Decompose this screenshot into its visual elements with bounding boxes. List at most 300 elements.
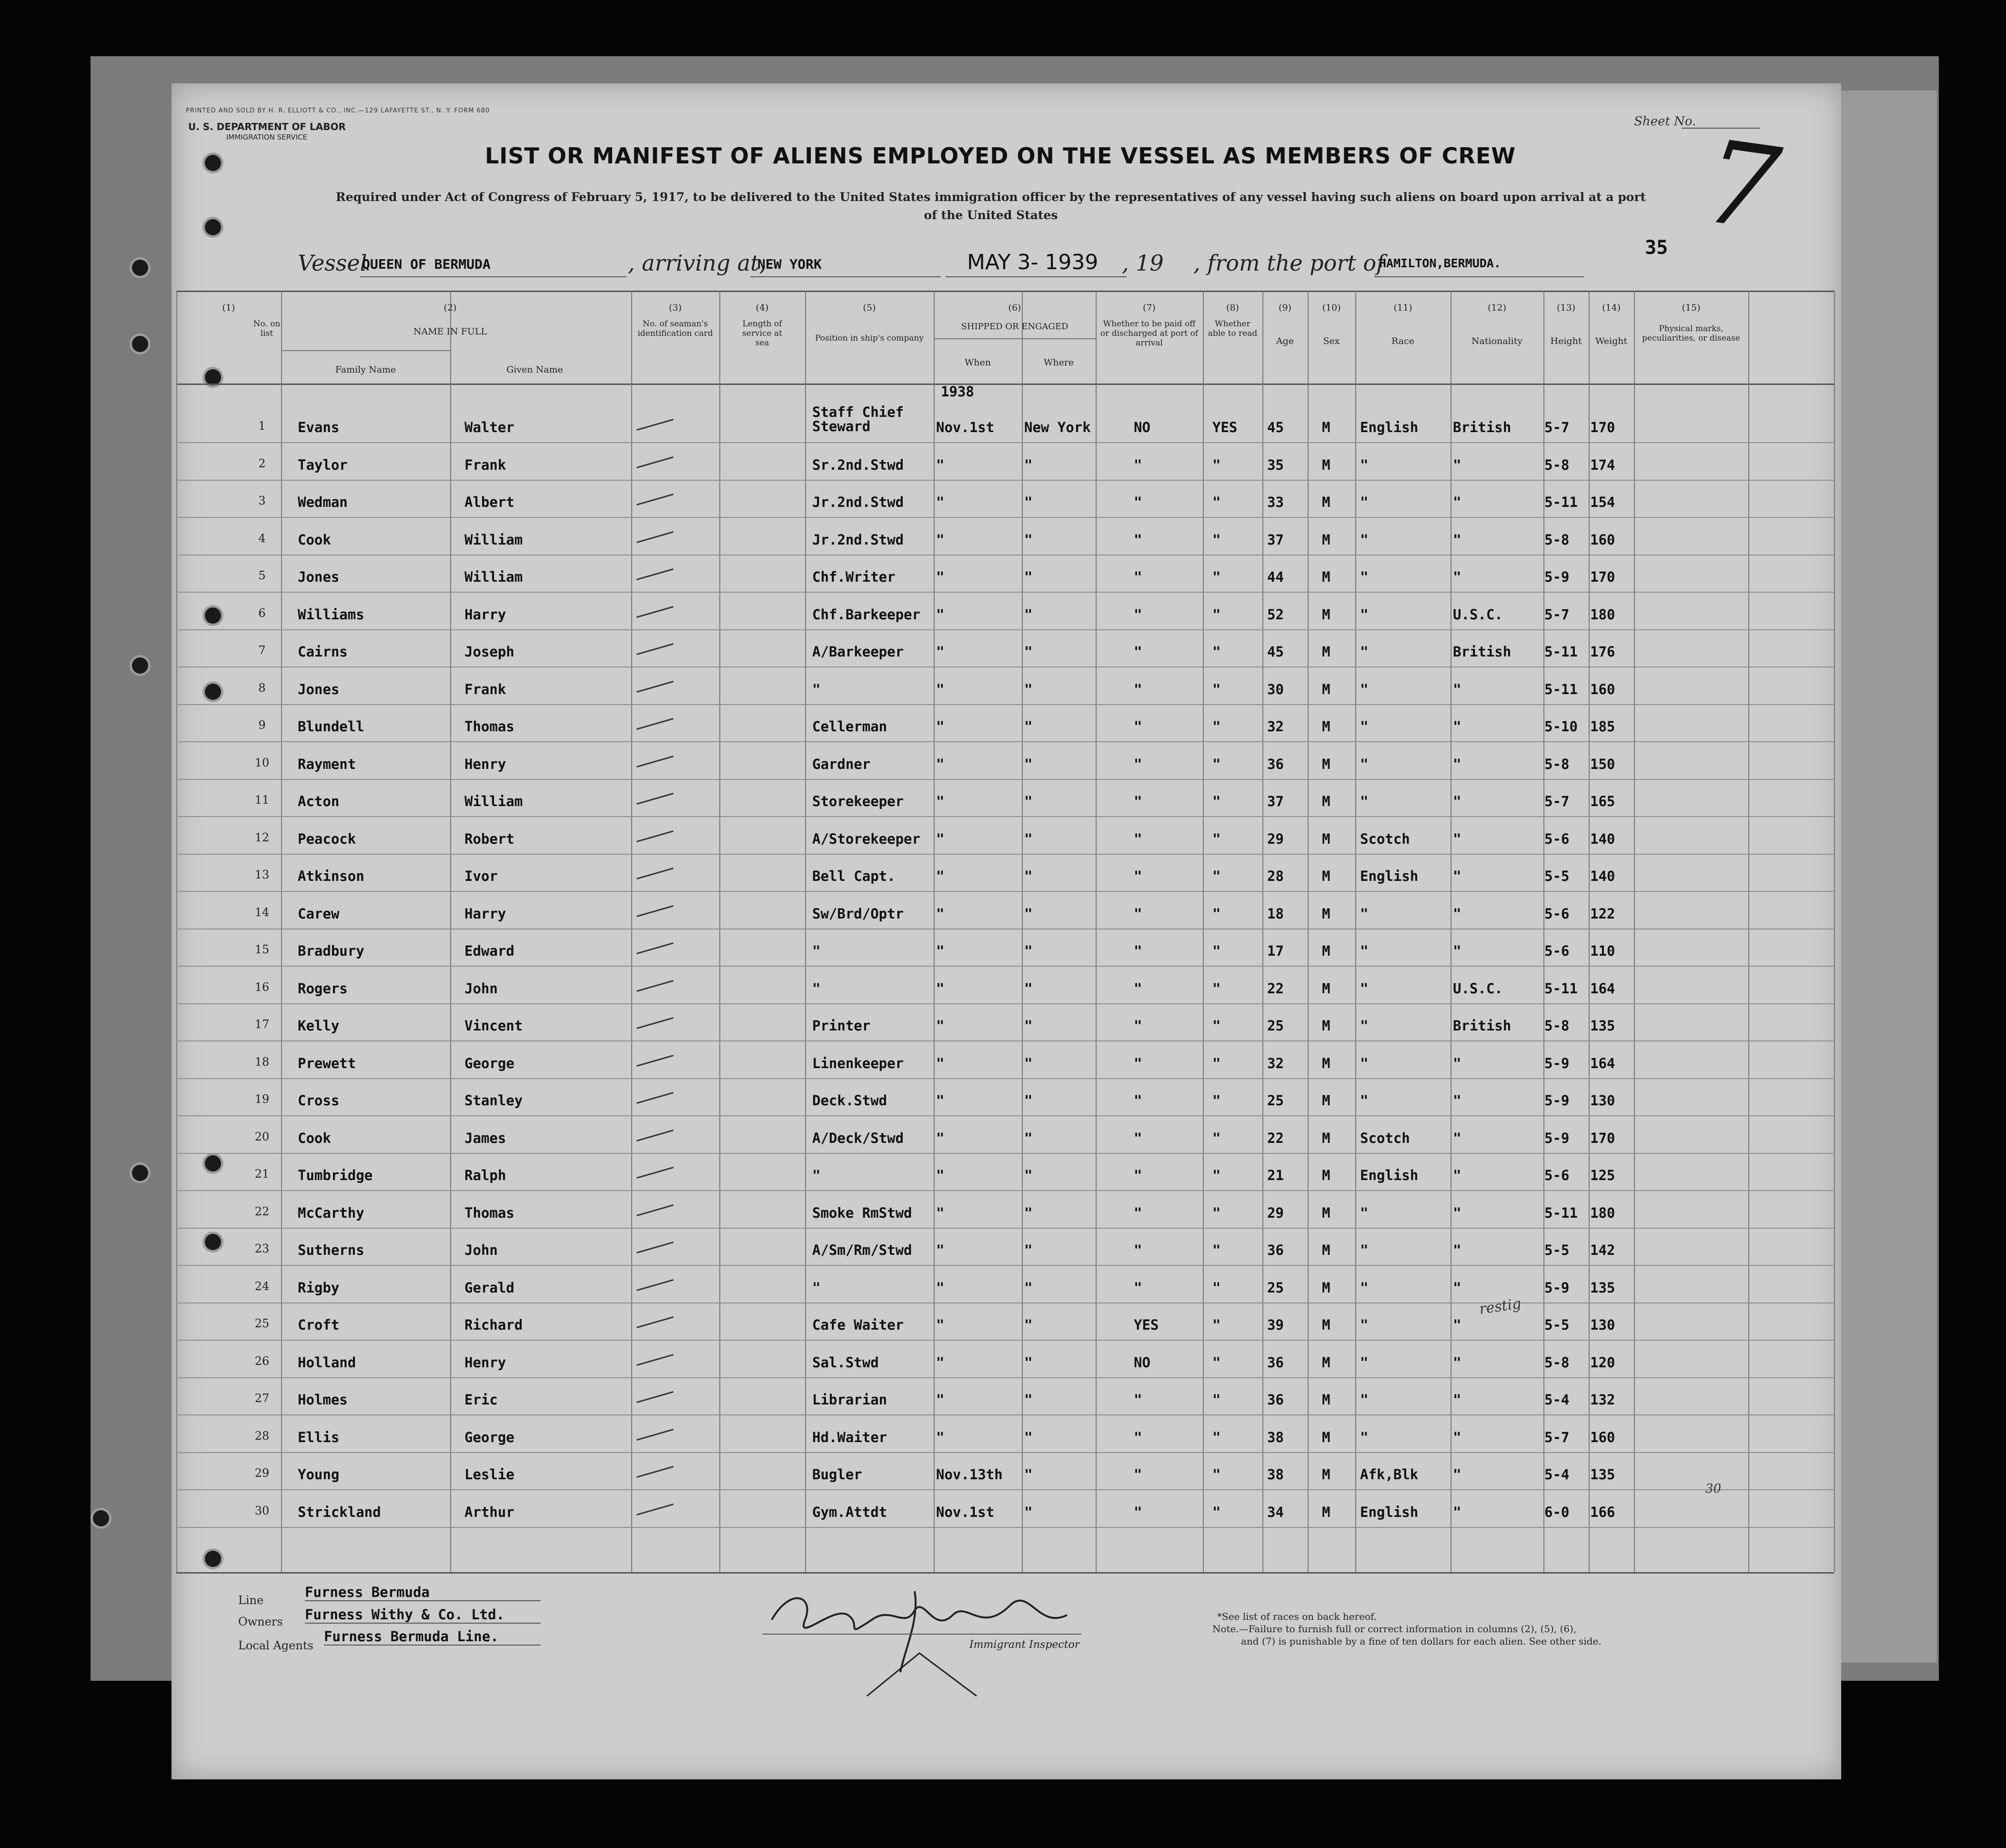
able-to-read: " xyxy=(1212,1204,1221,1221)
ship-position: Hd.Waiter xyxy=(812,1429,887,1445)
sex: M xyxy=(1322,1392,1331,1408)
ship-position: " xyxy=(812,1167,821,1183)
subtitle-line-2: of the United States xyxy=(924,208,1058,222)
height: 5-7 xyxy=(1544,1429,1570,1445)
shipped-where: " xyxy=(1024,905,1033,922)
col4-header: Length of service at sea xyxy=(742,319,782,348)
shipped-when: " xyxy=(936,793,945,809)
vessel-name: QUEEN OF BERMUDA xyxy=(362,256,491,272)
sex: M xyxy=(1322,1317,1331,1333)
height: 5-5 xyxy=(1544,1317,1570,1333)
shipped-where: " xyxy=(1024,756,1033,772)
col5-number: (5) xyxy=(863,303,876,313)
agents-label: Local Agents xyxy=(238,1639,313,1652)
age: 32 xyxy=(1267,1055,1284,1071)
age: 45 xyxy=(1267,644,1284,660)
weight: 125 xyxy=(1590,1167,1615,1183)
race: English xyxy=(1360,868,1419,884)
binder-hole-icon xyxy=(91,1508,111,1529)
sex: M xyxy=(1322,793,1331,809)
shipped-where: New York xyxy=(1024,419,1091,435)
family-name: Rogers xyxy=(298,980,348,997)
row-rule xyxy=(176,480,1834,481)
paid-off: " xyxy=(1134,905,1142,922)
shipped-where: " xyxy=(1024,980,1033,997)
race: " xyxy=(1360,1018,1369,1034)
col-rule xyxy=(1543,291,1544,1572)
family-name: Tumbridge xyxy=(298,1167,373,1183)
shipped-where: " xyxy=(1024,943,1033,959)
weight: 135 xyxy=(1590,1466,1615,1483)
nationality: " xyxy=(1453,1392,1462,1408)
row-rule xyxy=(176,1003,1834,1004)
shipped-where: " xyxy=(1024,1204,1033,1221)
race: " xyxy=(1360,1392,1369,1408)
shipped-where: " xyxy=(1024,494,1033,510)
age: 25 xyxy=(1267,1018,1284,1034)
id-card-checkmark-icon xyxy=(636,1429,674,1441)
given-name: Arthur xyxy=(464,1504,514,1520)
row-number: 19 xyxy=(254,1092,270,1106)
binder-hole-icon xyxy=(202,152,223,173)
weight: 130 xyxy=(1590,1317,1615,1333)
col-rule xyxy=(719,291,720,1572)
age: 32 xyxy=(1267,718,1284,735)
weight: 140 xyxy=(1590,868,1615,884)
ship-position: Sr.2nd.Stwd xyxy=(812,456,904,473)
sex: M xyxy=(1322,756,1331,772)
col12-number: (12) xyxy=(1487,303,1506,313)
col-rule xyxy=(1451,291,1452,1572)
ship-position: Sw/Brd/Optr xyxy=(812,905,904,922)
handwritten-nationality-note: restig xyxy=(1478,1295,1522,1318)
sex: M xyxy=(1322,830,1331,847)
shipped-when: " xyxy=(936,1429,945,1445)
paid-off: " xyxy=(1134,1279,1142,1296)
shipped-where: " xyxy=(1024,793,1033,809)
height: 5-7 xyxy=(1544,606,1570,623)
height: 5-9 xyxy=(1544,1092,1570,1109)
weight: 160 xyxy=(1590,1429,1615,1445)
family-name: Acton xyxy=(298,793,340,809)
paid-off: " xyxy=(1134,1055,1142,1071)
shipped-when: " xyxy=(936,1018,945,1034)
row-rule xyxy=(176,517,1834,518)
ship-position: Sal.Stwd xyxy=(812,1354,879,1371)
row-rule xyxy=(176,741,1834,742)
col7-number: (7) xyxy=(1143,303,1156,313)
able-to-read: " xyxy=(1212,1354,1221,1371)
paid-off: " xyxy=(1134,830,1142,847)
col-rule xyxy=(631,291,632,1572)
height: 5-9 xyxy=(1544,569,1570,585)
id-card-checkmark-icon xyxy=(636,456,674,468)
weight: 154 xyxy=(1590,494,1615,510)
family-name: Jones xyxy=(298,569,340,585)
shipped-where: " xyxy=(1024,644,1033,660)
age: 37 xyxy=(1267,531,1284,548)
sex: M xyxy=(1322,1204,1331,1221)
race: " xyxy=(1360,943,1369,959)
family-name: Kelly xyxy=(298,1018,340,1034)
row-number: 3 xyxy=(258,494,266,507)
id-card-checkmark-icon xyxy=(636,1316,674,1328)
binder-hole-icon xyxy=(130,655,151,676)
id-card-checkmark-icon xyxy=(636,905,674,917)
row-number: 20 xyxy=(254,1130,270,1143)
given-name: Frank xyxy=(464,681,506,697)
shipped-when: " xyxy=(936,1092,945,1109)
sex: M xyxy=(1322,644,1331,660)
shipped-where: " xyxy=(1024,456,1033,473)
sex: M xyxy=(1322,868,1331,884)
nationality: " xyxy=(1453,1429,1462,1445)
height: 5-6 xyxy=(1544,830,1570,847)
race: " xyxy=(1360,718,1369,735)
paid-off: " xyxy=(1134,531,1142,548)
nationality: " xyxy=(1453,569,1462,585)
given-name: Walter xyxy=(464,419,514,435)
nationality: " xyxy=(1453,1354,1462,1371)
height: 5-10 xyxy=(1544,718,1578,735)
col6-header: SHIPPED OR ENGAGED xyxy=(961,322,1069,332)
col2b-header: Given Name xyxy=(506,364,563,375)
ship-position: " xyxy=(812,943,821,959)
shipped-where: " xyxy=(1024,1242,1033,1258)
shipped-where: " xyxy=(1024,1429,1033,1445)
family-name: Holmes xyxy=(298,1392,348,1408)
nationality: " xyxy=(1453,943,1462,959)
id-card-checkmark-icon xyxy=(636,494,674,505)
ship-position: " xyxy=(812,980,821,997)
shipped-when: Nov.1st xyxy=(936,419,995,435)
shipped-when: " xyxy=(936,456,945,473)
from-port-label: , from the port of xyxy=(1193,250,1385,276)
row-rule xyxy=(176,1265,1834,1266)
row-number: 26 xyxy=(254,1354,270,1368)
nationality: " xyxy=(1453,1504,1462,1520)
height: 5-9 xyxy=(1544,1130,1570,1146)
age: 33 xyxy=(1267,494,1284,510)
department-name xyxy=(188,121,346,142)
age: 36 xyxy=(1267,1392,1284,1408)
col-rule xyxy=(1308,291,1309,1572)
row-rule xyxy=(176,666,1834,667)
given-name: Harry xyxy=(464,905,506,922)
height: 5-5 xyxy=(1544,868,1570,884)
col-rule xyxy=(934,291,935,1572)
able-to-read: " xyxy=(1212,1242,1221,1258)
family-name: Taylor xyxy=(298,456,348,473)
family-name: Blundell xyxy=(298,718,364,735)
weight: 170 xyxy=(1590,569,1615,585)
sex: M xyxy=(1322,681,1331,697)
nationality: U.S.C. xyxy=(1453,606,1503,623)
weight: 122 xyxy=(1590,905,1615,922)
age: 36 xyxy=(1267,1242,1284,1258)
id-card-checkmark-icon xyxy=(636,1204,674,1216)
sex: M xyxy=(1322,1092,1331,1109)
weight: 120 xyxy=(1590,1354,1615,1371)
ship-position: Cellerman xyxy=(812,718,887,735)
year-label: , 19 xyxy=(1122,250,1164,276)
col8-header: Whether able to read xyxy=(1208,319,1258,338)
paid-off: " xyxy=(1134,1242,1142,1258)
family-name: Prewett xyxy=(298,1055,356,1071)
shipped-when: " xyxy=(936,1055,945,1071)
id-card-checkmark-icon xyxy=(636,1354,674,1366)
col14-header: Weight xyxy=(1595,336,1628,346)
shipped-where: " xyxy=(1024,1055,1033,1071)
family-name: Carew xyxy=(298,905,340,922)
paid-off: " xyxy=(1134,1204,1142,1221)
weight: 165 xyxy=(1590,793,1615,809)
ship-position: Chf.Barkeeper xyxy=(812,606,920,623)
race: " xyxy=(1360,1354,1369,1371)
able-to-read: " xyxy=(1212,494,1221,510)
table-top-rule xyxy=(176,291,1834,292)
row-number: 11 xyxy=(254,793,270,807)
col5-header: Position in ship's company xyxy=(815,333,924,343)
weight: 185 xyxy=(1590,718,1615,735)
given-name: John xyxy=(464,980,498,997)
id-card-checkmark-icon xyxy=(636,830,674,842)
row-rule xyxy=(176,592,1834,593)
given-name: Ralph xyxy=(464,1167,506,1183)
row-number: 14 xyxy=(254,905,270,919)
family-name: Peacock xyxy=(298,830,356,847)
id-card-checkmark-icon xyxy=(636,606,674,618)
paid-off: " xyxy=(1134,494,1142,510)
weight: 130 xyxy=(1590,1092,1615,1109)
height: 5-6 xyxy=(1544,905,1570,922)
family-name: Croft xyxy=(298,1317,340,1333)
age: 25 xyxy=(1267,1279,1284,1296)
able-to-read: " xyxy=(1212,830,1221,847)
row-number: 5 xyxy=(258,569,266,582)
given-name: Stanley xyxy=(464,1092,523,1109)
family-name: Cross xyxy=(298,1092,340,1109)
weight: 135 xyxy=(1590,1018,1615,1034)
height: 5-11 xyxy=(1544,644,1578,660)
height: 5-11 xyxy=(1544,494,1578,510)
vessel-label: Vessel xyxy=(298,250,367,276)
sex: M xyxy=(1322,494,1331,510)
shipped-when: " xyxy=(936,830,945,847)
shipped-when: " xyxy=(936,980,945,997)
given-name: Henry xyxy=(464,756,506,772)
row-rule xyxy=(176,1078,1834,1079)
race: English xyxy=(1360,419,1419,435)
shipped-where: " xyxy=(1024,1092,1033,1109)
paid-off: " xyxy=(1134,1429,1142,1445)
shipped-when: " xyxy=(936,569,945,585)
row-rule xyxy=(176,1527,1834,1528)
header-bottom-rule xyxy=(176,384,1834,385)
col1-number: (1) xyxy=(222,303,235,313)
given-name: Harry xyxy=(464,606,506,623)
height: 5-8 xyxy=(1544,756,1570,772)
row-number: 16 xyxy=(254,980,270,994)
agents-value: Furness Bermuda Line. xyxy=(324,1628,541,1646)
nationality: " xyxy=(1453,681,1462,697)
inspector-label: Immigrant Inspector xyxy=(969,1639,1080,1651)
shipped-where: " xyxy=(1024,1279,1033,1296)
col9-header: Age xyxy=(1276,336,1294,346)
race: " xyxy=(1360,1204,1369,1221)
ship-position: Bell Capt. xyxy=(812,868,896,884)
row-number: 24 xyxy=(254,1279,270,1293)
arriving-port-line xyxy=(750,276,941,277)
row-number: 22 xyxy=(254,1204,270,1218)
paid-off: " xyxy=(1134,1092,1142,1109)
given-name: Henry xyxy=(464,1354,506,1371)
crew-table xyxy=(176,291,1834,1572)
paid-off: " xyxy=(1134,1392,1142,1408)
nationality: " xyxy=(1453,1130,1462,1146)
shipped-where: " xyxy=(1024,830,1033,847)
row-number: 15 xyxy=(254,943,270,956)
ship-position: Smoke RmStwd xyxy=(812,1204,912,1221)
row-rule xyxy=(176,891,1834,892)
sex: M xyxy=(1322,1055,1331,1071)
id-card-checkmark-icon xyxy=(636,1092,674,1104)
arriving-port: NEW YORK xyxy=(757,256,822,272)
given-name: George xyxy=(464,1429,514,1445)
row-rule xyxy=(176,1040,1834,1041)
row-rule xyxy=(176,854,1834,855)
row-rule xyxy=(176,966,1834,967)
from-port-line xyxy=(1374,276,1584,277)
age: 39 xyxy=(1267,1317,1284,1333)
shipped-when: Nov.1st xyxy=(936,1504,995,1520)
sex: M xyxy=(1322,606,1331,623)
shipped-when: " xyxy=(936,718,945,735)
paid-off: " xyxy=(1134,1130,1142,1146)
race: " xyxy=(1360,494,1369,510)
age: 22 xyxy=(1267,1130,1284,1146)
id-card-checkmark-icon xyxy=(636,1055,674,1067)
col10-header: Sex xyxy=(1323,336,1340,346)
able-to-read: " xyxy=(1212,1055,1221,1071)
height: 5-7 xyxy=(1544,419,1570,435)
col2a-header: Family Name xyxy=(335,364,396,375)
shipped-where: " xyxy=(1024,1466,1033,1483)
race: English xyxy=(1360,1504,1419,1520)
weight: 170 xyxy=(1590,1130,1615,1146)
sex: M xyxy=(1322,1279,1331,1296)
row-rule xyxy=(176,1153,1834,1154)
race: Afk,Blk xyxy=(1360,1466,1419,1483)
id-card-checkmark-icon xyxy=(636,1504,674,1515)
family-name: Evans xyxy=(298,419,340,435)
family-name: Strickland xyxy=(298,1504,381,1520)
shipped-when: " xyxy=(936,1279,945,1296)
able-to-read: " xyxy=(1212,756,1221,772)
age: 29 xyxy=(1267,1204,1284,1221)
owners-value: Furness Withy & Co. Ltd. xyxy=(305,1606,541,1624)
col2-header: NAME IN FULL xyxy=(413,326,487,337)
binder-hole-icon xyxy=(202,217,223,238)
id-card-checkmark-icon xyxy=(636,681,674,693)
shipped-when: " xyxy=(936,943,945,959)
row-rule xyxy=(176,1452,1834,1453)
col2-number: (2) xyxy=(444,303,457,313)
ship-position: Cafe Waiter xyxy=(812,1317,904,1333)
col-rule xyxy=(1355,291,1356,1572)
nationality: " xyxy=(1453,1167,1462,1183)
given-name: John xyxy=(464,1242,498,1258)
age: 44 xyxy=(1267,569,1284,585)
height: 5-8 xyxy=(1544,456,1570,473)
sex: M xyxy=(1322,943,1331,959)
col6b-header: Where xyxy=(1043,357,1074,368)
ship-position: Bugler xyxy=(812,1466,862,1483)
from-port: HAMILTON,BERMUDA. xyxy=(1379,256,1501,270)
row-number: 12 xyxy=(254,830,270,844)
id-card-checkmark-icon xyxy=(636,531,674,543)
row-rule xyxy=(176,704,1834,705)
row-number: 25 xyxy=(254,1317,270,1330)
sex: M xyxy=(1322,905,1331,922)
ship-position: Jr.2nd.Stwd xyxy=(812,494,904,510)
race: " xyxy=(1360,756,1369,772)
handwritten-sheet-number: 7 xyxy=(1696,114,1787,257)
nationality: " xyxy=(1453,830,1462,847)
col9-number: (9) xyxy=(1279,303,1291,313)
col-rule xyxy=(1022,291,1023,1572)
fine-note-2: and (7) is punishable by a fine of ten dollars for each alien. See other side. xyxy=(1241,1636,1602,1647)
id-card-checkmark-icon xyxy=(636,568,674,580)
subtitle-line-1: Required under Act of Congress of February 5, 1917, to be delivered to the United States immigration officer by the representatives of any vessel having such aliens on board upon arrival at a port xyxy=(335,190,1646,204)
line-value: Furness Bermuda xyxy=(305,1584,541,1601)
row-number: 2 xyxy=(258,456,266,470)
col13-header: Height xyxy=(1550,336,1582,346)
able-to-read: " xyxy=(1212,1392,1221,1408)
weight: 180 xyxy=(1590,606,1615,623)
race: " xyxy=(1360,1317,1369,1333)
row-number: 7 xyxy=(258,644,266,657)
nationality: " xyxy=(1453,494,1462,510)
race: " xyxy=(1360,531,1369,548)
row-number: 21 xyxy=(254,1167,270,1181)
able-to-read: " xyxy=(1212,1279,1221,1296)
height: 5-11 xyxy=(1544,1204,1578,1221)
race: " xyxy=(1360,644,1369,660)
paid-off: NO xyxy=(1134,1354,1150,1371)
ship-position: Gardner xyxy=(812,756,871,772)
shipped-when: " xyxy=(936,606,945,623)
given-name: Gerald xyxy=(464,1279,514,1296)
able-to-read: " xyxy=(1212,1466,1221,1483)
nationality: " xyxy=(1453,1466,1462,1483)
ship-position: Printer xyxy=(812,1018,871,1034)
shipped-when: " xyxy=(936,644,945,660)
row-rule xyxy=(176,1489,1834,1490)
shipped-where: " xyxy=(1024,1130,1033,1146)
height: 5-8 xyxy=(1544,531,1570,548)
id-card-checkmark-icon xyxy=(636,419,674,431)
binder-hole-icon xyxy=(130,333,151,354)
given-name: George xyxy=(464,1055,514,1071)
age: 38 xyxy=(1267,1429,1284,1445)
shipped-where: " xyxy=(1024,606,1033,623)
able-to-read: " xyxy=(1212,1092,1221,1109)
handwritten-total: 30 xyxy=(1705,1482,1722,1496)
col13-number: (13) xyxy=(1556,303,1575,313)
ship-position: A/Storekeeper xyxy=(812,830,920,847)
age: 17 xyxy=(1267,943,1284,959)
